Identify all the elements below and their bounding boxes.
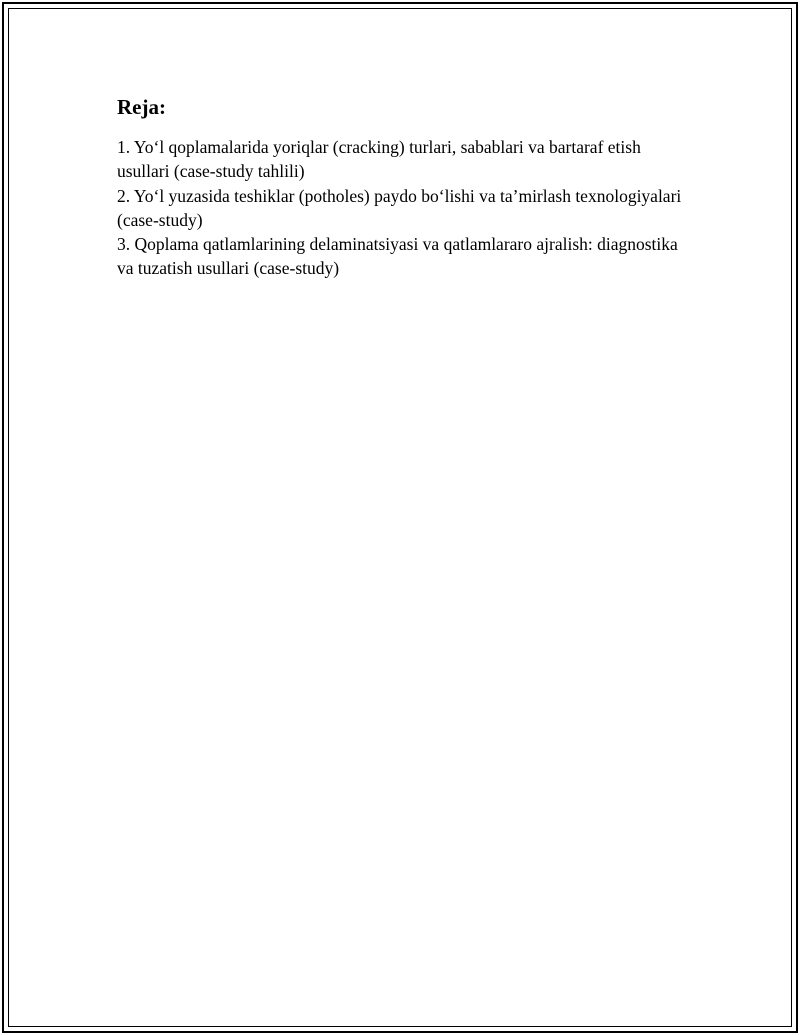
plan-list <box>117 135 692 281</box>
plan-heading: Reja: <box>117 95 166 119</box>
plan-item-2: 2. Yoʻl yuzasida teshiklar (potholes) paydo boʻlishi va taʼmirlash texnologiyalari (case-study) <box>117 185 682 230</box>
page-content <box>117 93 692 281</box>
plan-item-3: 3. Qoplama qatlamlarining delaminatsiyasi va qatlamlararo ajralish: diagnostika va tuzatish usullari (case-study) <box>117 234 678 279</box>
plan-item-1: 1. Yoʻl qoplamalarida yoriqlar (cracking) turlari, sabablari va bartaraf etish usullari (case-study tahlili) <box>117 137 641 182</box>
